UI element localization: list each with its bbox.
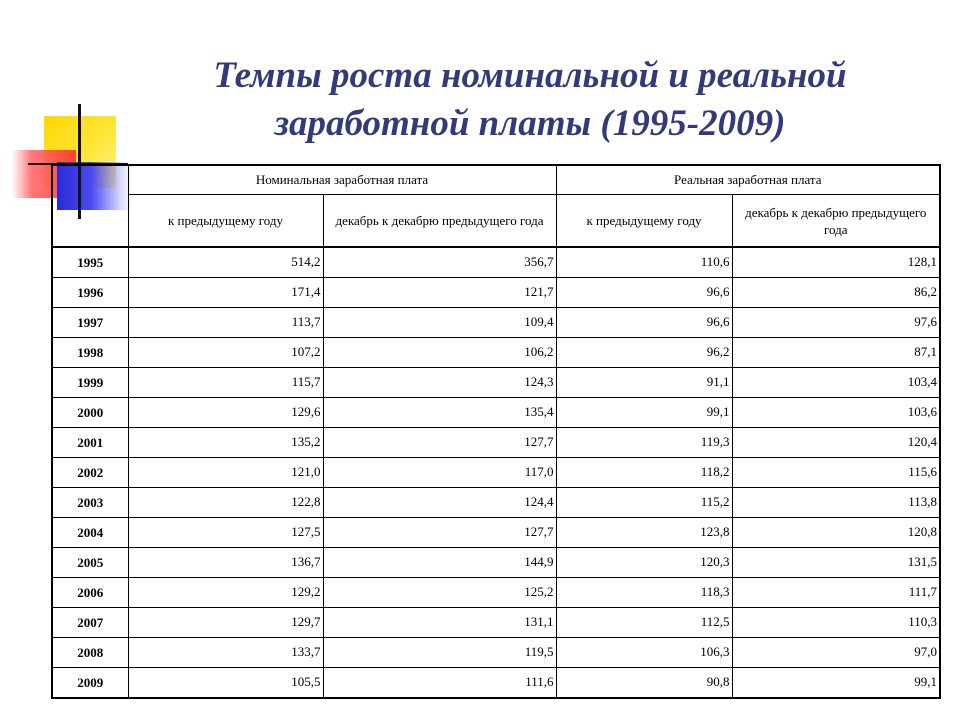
value-cell: 124,3 bbox=[323, 368, 556, 398]
table-body bbox=[52, 247, 940, 698]
table-row bbox=[52, 578, 940, 608]
value-cell: 99,1 bbox=[556, 398, 732, 428]
slide-title-line-2: заработной платы (1995-2009) bbox=[274, 103, 786, 144]
value-cell: 127,7 bbox=[323, 428, 556, 458]
value-cell: 105,5 bbox=[128, 668, 323, 699]
value-cell: 119,5 bbox=[323, 638, 556, 668]
value-cell: 96,2 bbox=[556, 338, 732, 368]
value-cell: 112,5 bbox=[556, 608, 732, 638]
value-cell: 129,2 bbox=[128, 578, 323, 608]
value-cell: 120,3 bbox=[556, 548, 732, 578]
value-cell: 109,4 bbox=[323, 308, 556, 338]
value-cell: 514,2 bbox=[128, 247, 323, 278]
table-row bbox=[52, 608, 940, 638]
table-row bbox=[52, 548, 940, 578]
value-cell: 103,4 bbox=[732, 368, 940, 398]
value-cell: 121,0 bbox=[128, 458, 323, 488]
year-cell: 2007 bbox=[52, 608, 128, 638]
value-cell: 90,8 bbox=[556, 668, 732, 699]
sub-header-real-prev-year: к предыдущему году bbox=[556, 195, 732, 248]
year-cell: 2002 bbox=[52, 458, 128, 488]
slide-title-line-1: Темпы роста номинальной и реальной bbox=[213, 55, 847, 96]
table-row bbox=[52, 428, 940, 458]
value-cell: 127,7 bbox=[323, 518, 556, 548]
value-cell: 129,6 bbox=[128, 398, 323, 428]
value-cell: 106,2 bbox=[323, 338, 556, 368]
table-corner-cell bbox=[52, 165, 128, 247]
value-cell: 129,7 bbox=[128, 608, 323, 638]
year-cell: 1996 bbox=[52, 278, 128, 308]
value-cell: 110,3 bbox=[732, 608, 940, 638]
group-header-nominal: Номинальная заработная плата bbox=[128, 165, 556, 195]
value-cell: 120,8 bbox=[732, 518, 940, 548]
value-cell: 111,6 bbox=[323, 668, 556, 699]
value-cell: 133,7 bbox=[128, 638, 323, 668]
year-cell: 2003 bbox=[52, 488, 128, 518]
value-cell: 115,6 bbox=[732, 458, 940, 488]
table-row bbox=[52, 338, 940, 368]
value-cell: 119,3 bbox=[556, 428, 732, 458]
value-cell: 86,2 bbox=[732, 278, 940, 308]
year-cell: 2001 bbox=[52, 428, 128, 458]
year-cell: 2008 bbox=[52, 638, 128, 668]
value-cell: 118,2 bbox=[556, 458, 732, 488]
table-row bbox=[52, 308, 940, 338]
value-cell: 128,1 bbox=[732, 247, 940, 278]
slide-title bbox=[130, 52, 930, 148]
table-sub-header-row bbox=[52, 195, 940, 248]
table-row bbox=[52, 247, 940, 278]
value-cell: 135,2 bbox=[128, 428, 323, 458]
year-cell: 2005 bbox=[52, 548, 128, 578]
table-row bbox=[52, 278, 940, 308]
table-row bbox=[52, 518, 940, 548]
value-cell: 113,7 bbox=[128, 308, 323, 338]
value-cell: 123,8 bbox=[556, 518, 732, 548]
table-row bbox=[52, 488, 940, 518]
value-cell: 136,7 bbox=[128, 548, 323, 578]
group-header-real: Реальная заработная плата bbox=[556, 165, 940, 195]
year-cell: 1997 bbox=[52, 308, 128, 338]
value-cell: 124,4 bbox=[323, 488, 556, 518]
value-cell: 97,6 bbox=[732, 308, 940, 338]
value-cell: 96,6 bbox=[556, 308, 732, 338]
value-cell: 117,0 bbox=[323, 458, 556, 488]
value-cell: 87,1 bbox=[732, 338, 940, 368]
value-cell: 122,8 bbox=[128, 488, 323, 518]
value-cell: 120,4 bbox=[732, 428, 940, 458]
value-cell: 103,6 bbox=[732, 398, 940, 428]
year-cell: 1998 bbox=[52, 338, 128, 368]
year-cell: 1999 bbox=[52, 368, 128, 398]
value-cell: 96,6 bbox=[556, 278, 732, 308]
value-cell: 91,1 bbox=[556, 368, 732, 398]
value-cell: 110,6 bbox=[556, 247, 732, 278]
value-cell: 111,7 bbox=[732, 578, 940, 608]
value-cell: 131,5 bbox=[732, 548, 940, 578]
year-cell: 1995 bbox=[52, 247, 128, 278]
sub-header-nominal-prev-year: к предыдущему году bbox=[128, 195, 323, 248]
value-cell: 135,4 bbox=[323, 398, 556, 428]
year-cell: 2004 bbox=[52, 518, 128, 548]
value-cell: 127,5 bbox=[128, 518, 323, 548]
table-row bbox=[52, 458, 940, 488]
wage-growth-table bbox=[51, 164, 941, 699]
table-row bbox=[52, 398, 940, 428]
value-cell: 106,3 bbox=[556, 638, 732, 668]
year-cell: 2006 bbox=[52, 578, 128, 608]
table-group-header-row bbox=[52, 165, 940, 195]
table-row bbox=[52, 368, 940, 398]
wage-growth-table-container bbox=[51, 164, 939, 699]
year-cell: 2000 bbox=[52, 398, 128, 428]
sub-header-real-dec-to-dec: декабрь к декабрю предыдущего года bbox=[732, 195, 940, 248]
value-cell: 113,8 bbox=[732, 488, 940, 518]
year-cell: 2009 bbox=[52, 668, 128, 699]
value-cell: 125,2 bbox=[323, 578, 556, 608]
value-cell: 115,7 bbox=[128, 368, 323, 398]
value-cell: 144,9 bbox=[323, 548, 556, 578]
value-cell: 171,4 bbox=[128, 278, 323, 308]
table-row bbox=[52, 638, 940, 668]
table-row bbox=[52, 668, 940, 699]
value-cell: 118,3 bbox=[556, 578, 732, 608]
value-cell: 121,7 bbox=[323, 278, 556, 308]
value-cell: 99,1 bbox=[732, 668, 940, 699]
value-cell: 356,7 bbox=[323, 247, 556, 278]
value-cell: 107,2 bbox=[128, 338, 323, 368]
sub-header-nominal-dec-to-dec: декабрь к декабрю предыдущего года bbox=[323, 195, 556, 248]
value-cell: 115,2 bbox=[556, 488, 732, 518]
value-cell: 131,1 bbox=[323, 608, 556, 638]
value-cell: 97,0 bbox=[732, 638, 940, 668]
